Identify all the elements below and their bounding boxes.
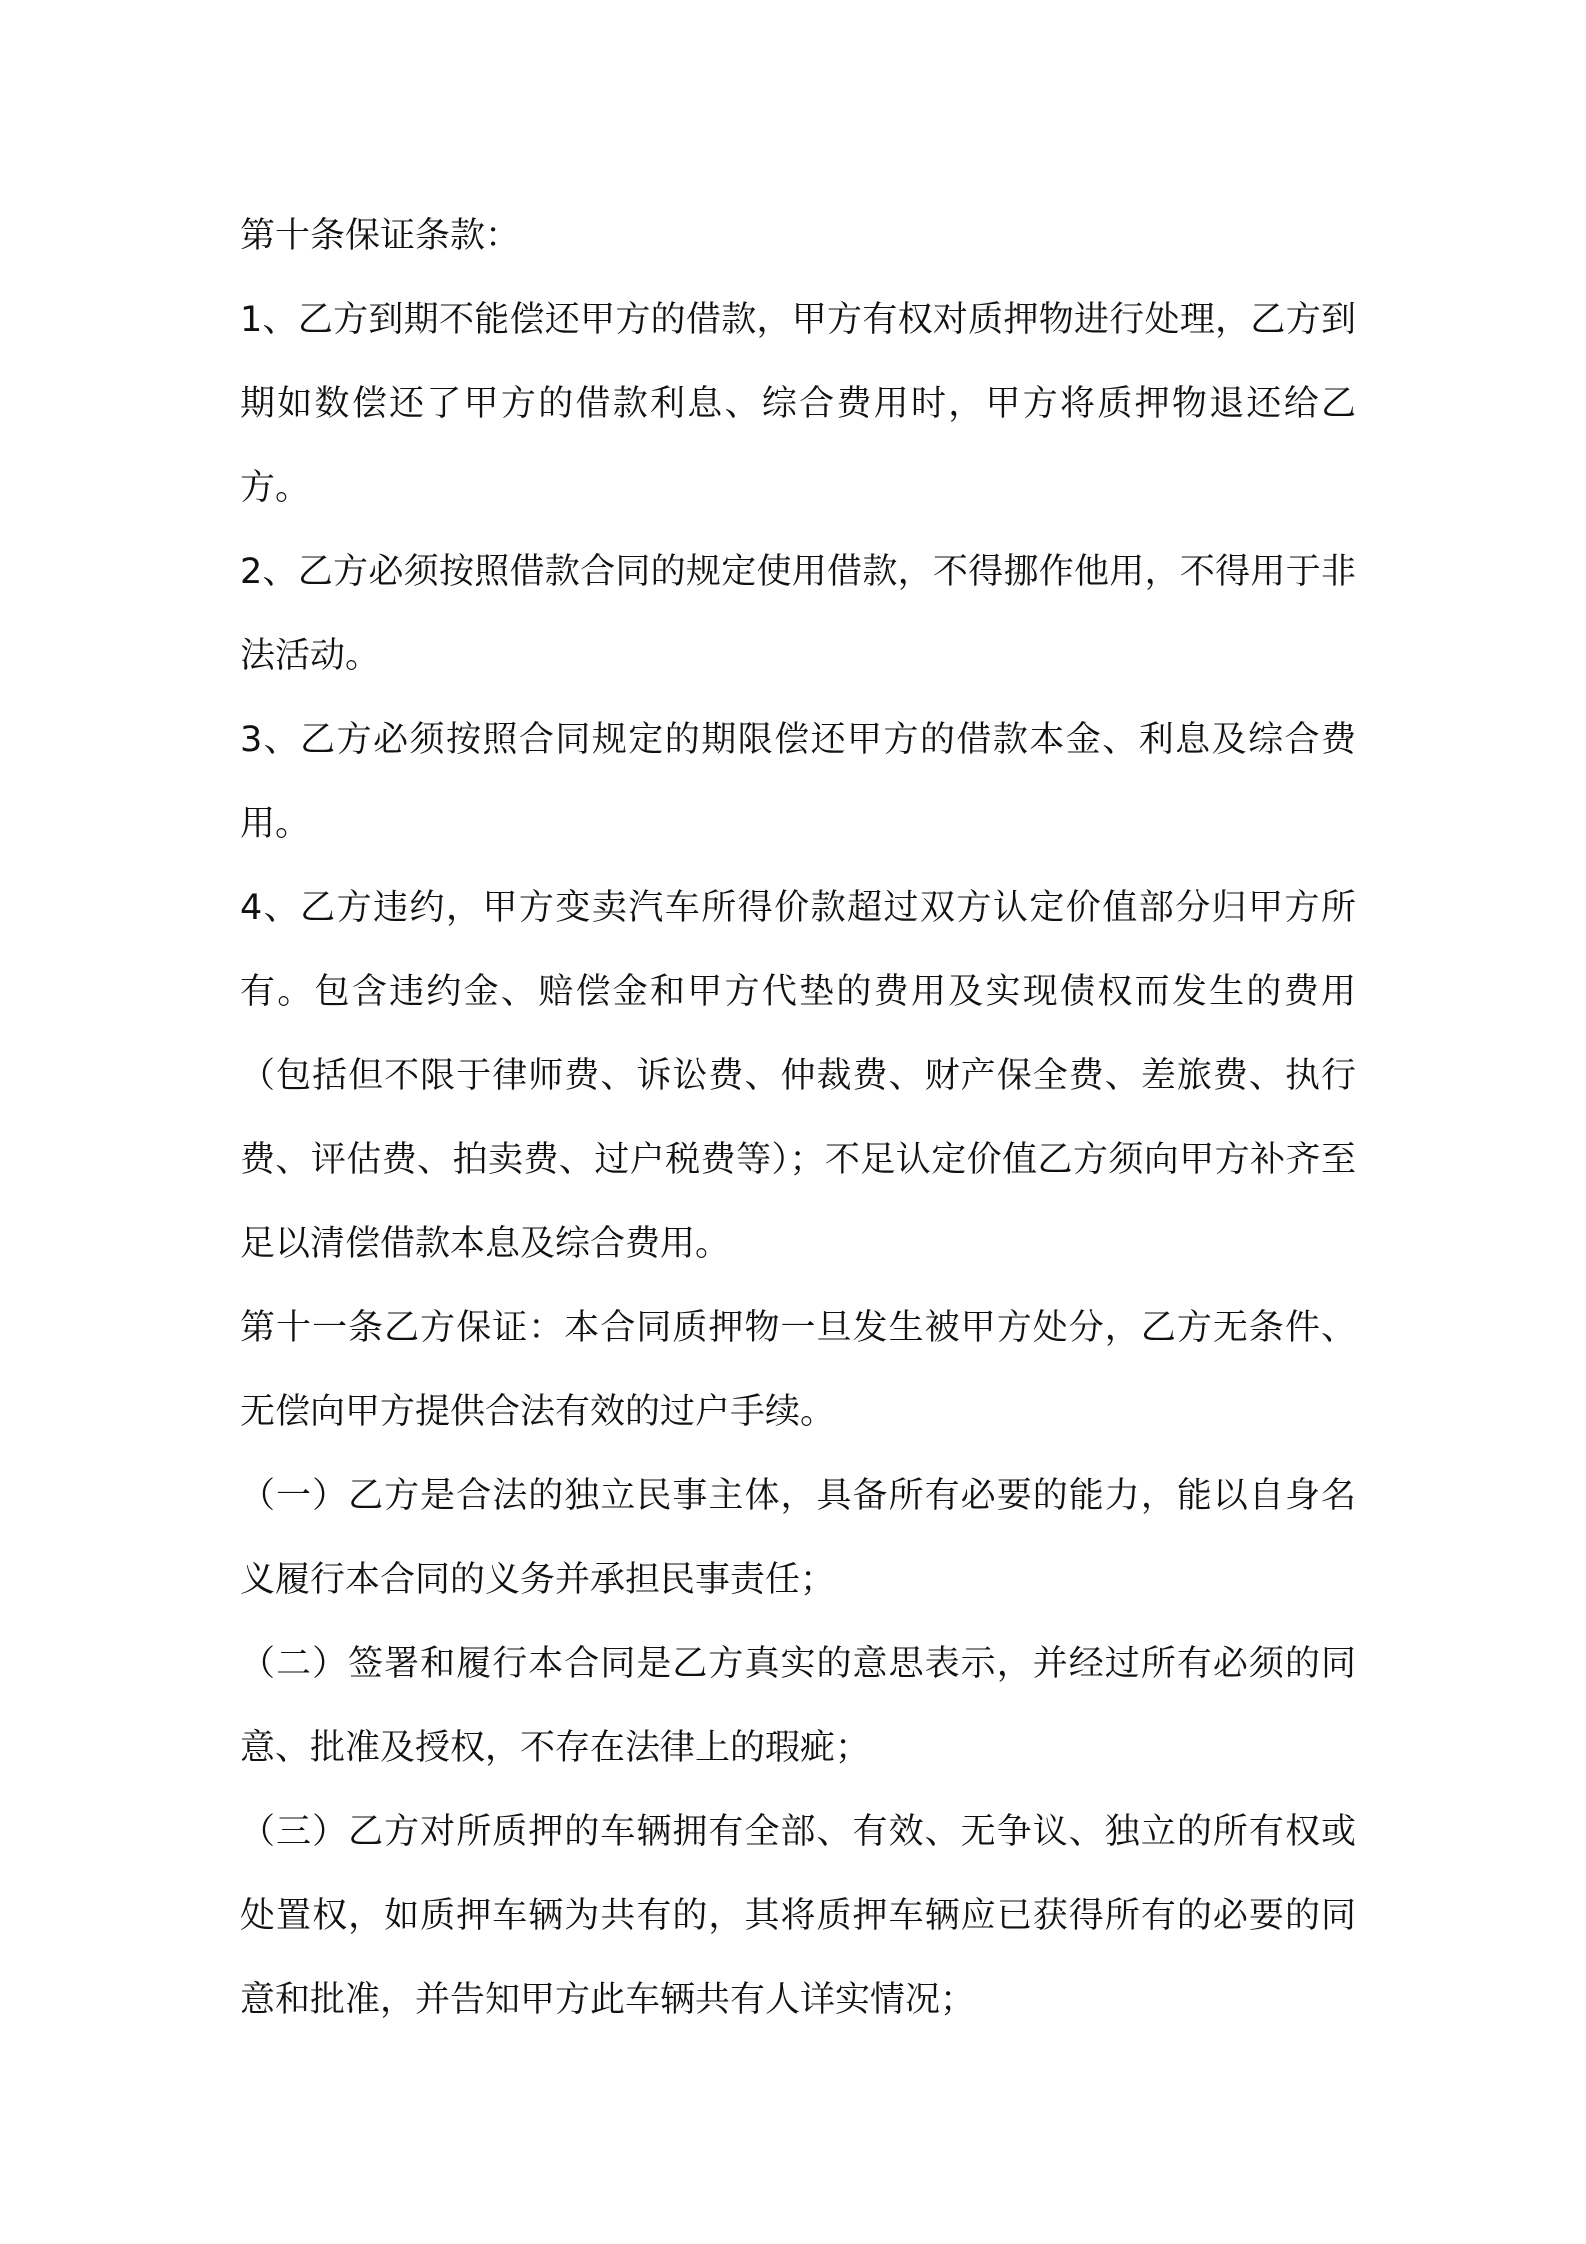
clause-10-item-3: 3、乙方必须按照合同规定的期限偿还甲方的借款本金、利息及综合费用。: [240, 720, 1356, 844]
clause-11-item-1: （一）乙方是合法的独立民事主体，具备所有必要的能力，能以自身名义履行本合同的义务并承担民事责任；: [240, 1476, 1356, 1600]
clause-11-item-3: （三）乙方对所质押的车辆拥有全部、有效、无争议、独立的所有权或处置权，如质押车辆为共有的，其将质押车辆应已获得所有的必要的同意和批准，并告知甲方此车辆共有人详实情况；: [240, 1812, 1356, 2020]
clause-10-item-4: 4、乙方违约，甲方变卖汽车所得价款超过双方认定价值部分归甲方所有。包含违约金、赔偿金和甲方代垫的费用及实现债权而发生的费用（包括但不限于律师费、诉讼费、仲裁费、财产保全费、差旅费、执行费、评估费、拍卖费、过户税费等）；不足认定价值乙方须向甲方补齐至足以清偿借款本息及综合费用。: [240, 888, 1356, 1264]
clause-11-item-2: （二）签署和履行本合同是乙方真实的意思表示，并经过所有必须的同意、批准及授权，不存在法律上的瑕疵；: [240, 1644, 1356, 1768]
clause-10-item-2: 2、乙方必须按照借款合同的规定使用借款，不得挪作他用，不得用于非法活动。: [240, 552, 1356, 676]
clause-11-heading: 第十一条乙方保证：本合同质押物一旦发生被甲方处分，乙方无条件、无偿向甲方提供合法有效的过户手续。: [240, 1308, 1356, 1432]
clause-10-item-1: 1、乙方到期不能偿还甲方的借款，甲方有权对质押物进行处理，乙方到期如数偿还了甲方的借款利息、综合费用时，甲方将质押物退还给乙方。: [240, 300, 1356, 508]
clause-10-heading: 第十条保证条款：: [240, 216, 521, 256]
document-body: [240, 194, 1356, 2042]
